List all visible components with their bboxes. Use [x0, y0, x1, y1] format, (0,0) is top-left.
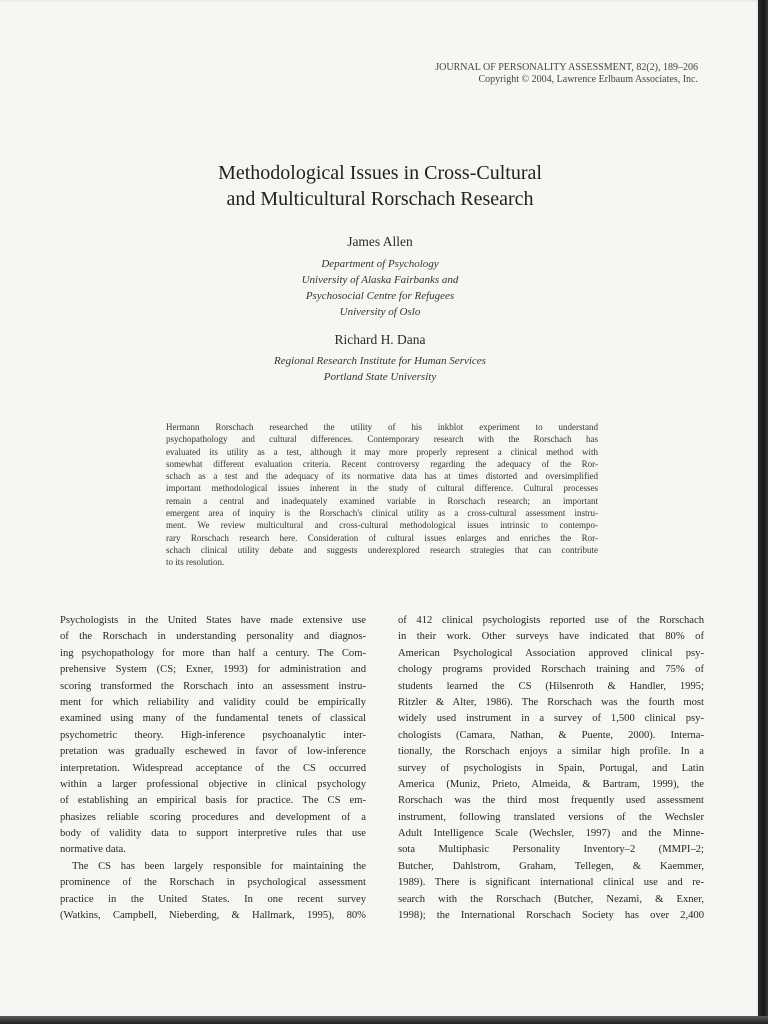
body-line: psychometric theory. High-inference psychoanalytic inter-: [60, 729, 366, 741]
body-line: in their work. Other surveys have indicated that 80% of: [398, 631, 704, 643]
body-line: American Psychological Association approved clinical psy-: [398, 647, 704, 659]
body-line: America (Muniz, Prieto, Almeida, & Bartram, 1999), the: [398, 778, 704, 790]
abstract-line: important methodological issues inherent in the study of cultural difference. Cultural processes: [166, 483, 598, 494]
body-line: search with the Rorschach (Butcher, Nezami, & Exner,: [398, 893, 704, 905]
abstract-line: schach clinical utility debate and suggests underexplored research strategies that can contribute: [166, 544, 598, 555]
abstract-line: Hermann Rorschach researched the utility of his inkblot experiment to understand: [166, 422, 598, 432]
journal-citation: JOURNAL OF PERSONALITY ASSESSMENT, 82(2), 189–206: [435, 62, 698, 73]
abstract-line: ment. We review multicultural and cross-cultural methodological issues intrinsic to contempo-: [166, 520, 598, 531]
body-line: prominence of the Rorschach in psychological assessment: [60, 877, 366, 889]
abstract-line: schach as a test and the adequacy of its normative data has at times distorted and oversimplified: [166, 471, 598, 482]
author-name: Richard H. Dana: [334, 332, 426, 347]
body-line: of establishing an empirical basis for practice. The CS em-: [60, 795, 366, 807]
abstract-line: rary Rorschach research here. Consideration of cultural issues enlarges and enriches the Ror-: [166, 532, 598, 543]
body-line: chologists (Camara, Nathan, & Puente, 2000). Interna-: [398, 729, 704, 741]
abstract-line: remain a central and inadequately examined variable in Rorschach research; an important: [166, 495, 598, 506]
body-line: chology programs provided Rorschach training and 75% of: [398, 664, 704, 676]
affiliation-line: Psychosocial Centre for Refugees: [305, 290, 455, 302]
abstract-line: evaluated its utility as a test, although it may more properly represent a clinical method with: [166, 446, 598, 457]
body-line: of the Rorschach in understanding personality and diagnos-: [60, 631, 366, 643]
article-title-line: and Multicultural Rorschach Research: [226, 188, 534, 210]
affiliation-line: University of Alaska Fairbanks and: [301, 274, 459, 286]
affiliation-line: University of Oslo: [339, 306, 421, 318]
body-line: 1989). There is significant international clinical use and re-: [398, 877, 704, 889]
body-column-right: [398, 613, 704, 924]
abstract-line: emergent area of inquiry is the Rorschach's clinical utility as a cross-cultural assessment instru-: [166, 508, 598, 519]
body-line: pretation was gradually eschewed in favor of low-inference: [60, 746, 366, 758]
body-line: of 412 clinical psychologists reported use of the Rorschach: [398, 615, 704, 626]
body-line: students learned the CS (Hilsenroth & Handler, 1995;: [398, 680, 704, 692]
author-affiliation: [0, 256, 760, 320]
author-affiliation: [0, 353, 760, 385]
abstract-line: somewhat different evaluation criteria. Recent controversy regarding the adequacy of the Ror-: [166, 458, 598, 469]
article-title: [0, 160, 760, 212]
affiliation-line: Portland State University: [323, 371, 437, 383]
body-line: Rorschach was the third most frequently used assessment: [398, 795, 704, 807]
scan-edge-right: [758, 0, 768, 1024]
body-line: 1998); the International Rorschach Society has over 2,400: [398, 910, 704, 922]
abstract-line: to its resolution.: [166, 557, 225, 568]
body-line: Adult Intelligence Scale (Wechsler, 1997) and the Minne-: [398, 828, 704, 840]
body-line: within a larger professional objective in clinical psychology: [60, 778, 366, 790]
body-column-left: [60, 613, 366, 924]
body-line: practice in the United States. In one recent survey: [60, 893, 366, 905]
abstract-line: psychopathology and cultural differences. Contemporary research with the Rorschach has: [166, 434, 598, 445]
body-line: (Watkins, Campbell, Nieberding, & Hallmark, 1995), 80%: [60, 910, 366, 922]
body-line: sota Multiphasic Personality Inventory–2 (MMPI–2;: [398, 844, 704, 856]
body-line: ing psychopathology for more than half a century. The Com-: [60, 647, 366, 659]
affiliation-line: Department of Psychology: [321, 258, 439, 270]
body-line: The CS has been largely responsible for maintaining the: [72, 860, 366, 872]
scan-edge-bottom: [0, 1016, 768, 1024]
body-line: interpretation. Widespread acceptance of the CS occurred: [60, 762, 366, 774]
body-line: body of validity data to support interpretive rules that use: [60, 828, 366, 840]
journal-header: [435, 62, 698, 86]
abstract: [166, 421, 598, 569]
copyright-notice: Copyright © 2004, Lawrence Erlbaum Associates, Inc.: [478, 74, 698, 85]
body-line: widely used instrument in a survey of 1,500 clinical psy-: [398, 713, 704, 725]
body-line: survey of psychologists in Spain, Portugal, and Latin: [398, 762, 704, 774]
affiliation-line: Regional Research Institute for Human Services: [274, 355, 486, 367]
body-line: Psychologists in the United States have made extensive use: [60, 615, 366, 626]
body-line: normative data.: [60, 844, 126, 856]
body-line: ment for which reliability and validity could be empirically: [60, 696, 366, 708]
body-line: phasizes reliable scoring procedures and development of a: [60, 811, 366, 823]
article-title-line: Methodological Issues in Cross-Cultural: [218, 162, 542, 184]
body-line: Butcher, Dahlstrom, Graham, Tellegen, & Kaemmer,: [398, 860, 704, 872]
body-line: Ritzler & Alter, 1986). The Rorschach was the fourth most: [398, 696, 704, 708]
body-line: instrument, following translated versions of the Wechsler: [398, 811, 704, 823]
body-line: tionally, the Rorschach enjoys a similar high profile. In a: [398, 746, 704, 758]
body-line: prehensive System (CS; Exner, 1993) for administration and: [60, 664, 366, 676]
body-line: examined using many of the fundamental tenets of classical: [60, 713, 366, 725]
body-line: scoring transformed the Rorschach into an assessment instru-: [60, 680, 366, 692]
author-name: James Allen: [347, 234, 413, 249]
